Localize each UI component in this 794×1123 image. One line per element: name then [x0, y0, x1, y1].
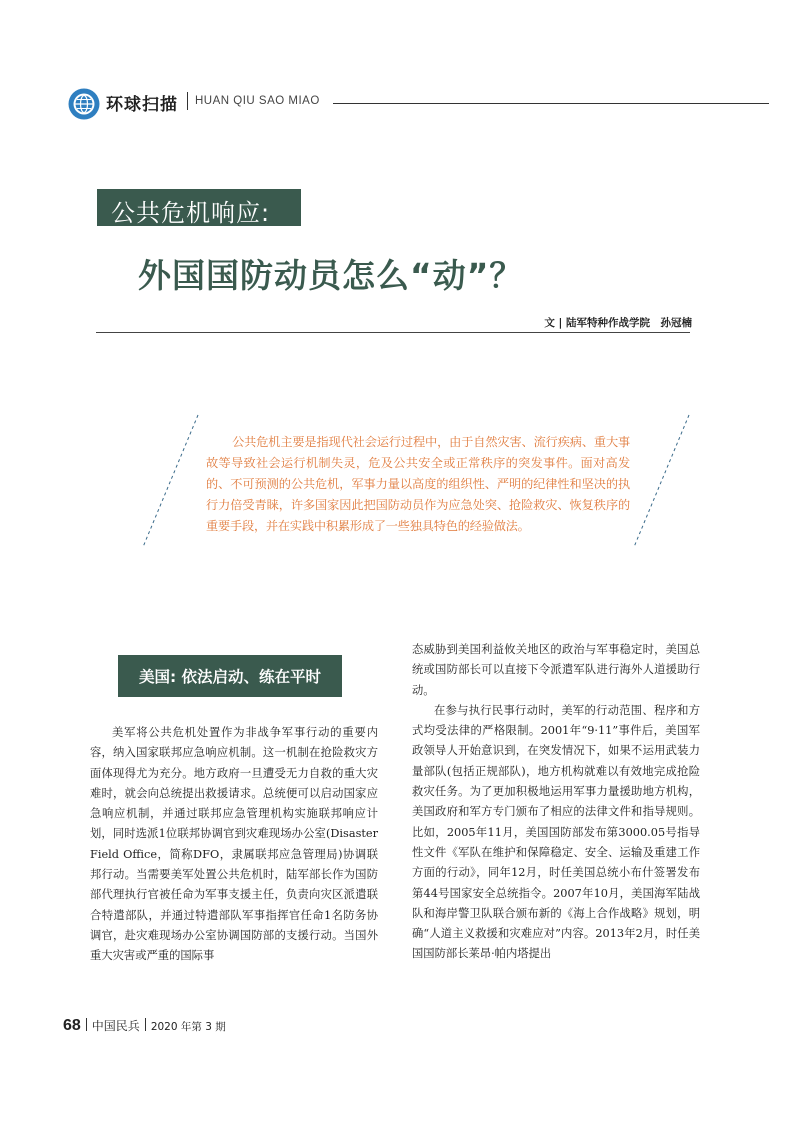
footer-divider — [86, 1018, 87, 1031]
section-pinyin: HUAN QIU SAO MIAO — [195, 95, 320, 107]
paragraph: 态威胁到美国利益攸关地区的政治与军事稳定时，美国总统或国防部长可以直接下令派遣军队进行海外人道援助行动。 — [412, 643, 700, 697]
body-column-left — [90, 723, 378, 967]
byline: 文 | 陆军特种作战学院 孙冠楠 — [544, 317, 692, 329]
section-title: 环球扫描 — [106, 95, 178, 115]
magazine-name: 中国民兵 — [91, 1019, 140, 1033]
header-divider — [187, 92, 188, 110]
header-rule — [333, 103, 769, 104]
footer-divider — [145, 1018, 146, 1031]
article-title-line2: 外国国防动员怎么“动”？ — [138, 256, 524, 295]
title-rule — [96, 332, 690, 333]
paragraph: 美军将公共危机处置作为非战争军事行动的重要内容，纳入国家联邦应急响应机制。这一机制在抢险救灾方面体现得尤为充分。地方政府一旦遭受无力自救的重大灾难时，就会向总统提出救援请求。总统便可以启动国家应急响应机制，并通过联邦应急管理机构实施联邦响应计划，同时选派1位联邦协调官到灾难现场办公室(Disaster Field Office，简称DFO，隶属联邦应急管理局)协调联邦行动。当需要美军处置公共危机时，陆军部长作为国防部代理执行官被任命为军事支援主任，负责向灾区派遣联合特遣部队，并通过特遣部队军事指挥官任命1名防务协调官，赴灾难现场办公室协调国防部的支援行动。当国外重大灾害或严重的国际事 — [90, 726, 378, 963]
page-footer — [63, 1017, 226, 1035]
globe-icon — [68, 88, 100, 120]
issue-label: 2020 年第 3 期 — [150, 1021, 226, 1033]
paragraph: 在参与执行民事行动时，美军的行动范围、程序和方式均受法律的严格限制。2001年“9·11”事件后，美国军政领导人开始意识到，在突发情况下，如果不运用武装力量部队(包括正规部队)，地方机构就难以有效地完成抢险救灾任务。为了更加积极地运用军事力量援助地方机构，美国政府和军方专门颁布了相应的法律文件和指导规则。比如，2005年11月，美国国防部发布第3000.05号指导性文件《军队在维护和保障稳定、安全、运输及重建工作方面的行动》，同年12月，时任美国总统小布什签署发布第44号国家安全总统指令。2007年10月，美国海军陆战队和海岸警卫队联合颁布新的《海上合作战略》规划，明确“人道主义救援和灾难应对”内容。2013年2月，时任美国国防部长莱昂·帕内塔提出 — [412, 703, 700, 961]
abstract-text: 公共危机主要是指现代社会运行过程中，由于自然灾害、流行疾病、重大事故等导致社会运行机制失灵，危及公共安全或正常秩序的突发事件。面对高发的、不可预测的公共危机，军事力量以高度的组织性、严明的纪律性和坚决的执行力倍受青睐，许多国家因此把国防动员作为应急处突、抢险救灾、恢复秩序的重要手段，并在实践中积累形成了一些独具特色的经验做法。 — [206, 435, 630, 533]
article-abstract — [206, 432, 630, 537]
article-title-line1: 公共危机响应: — [111, 199, 271, 227]
page-number: 68 — [63, 1017, 81, 1034]
section-heading: 美国: 依法启动、练在平时 — [138, 668, 322, 686]
body-column-right — [412, 640, 700, 965]
